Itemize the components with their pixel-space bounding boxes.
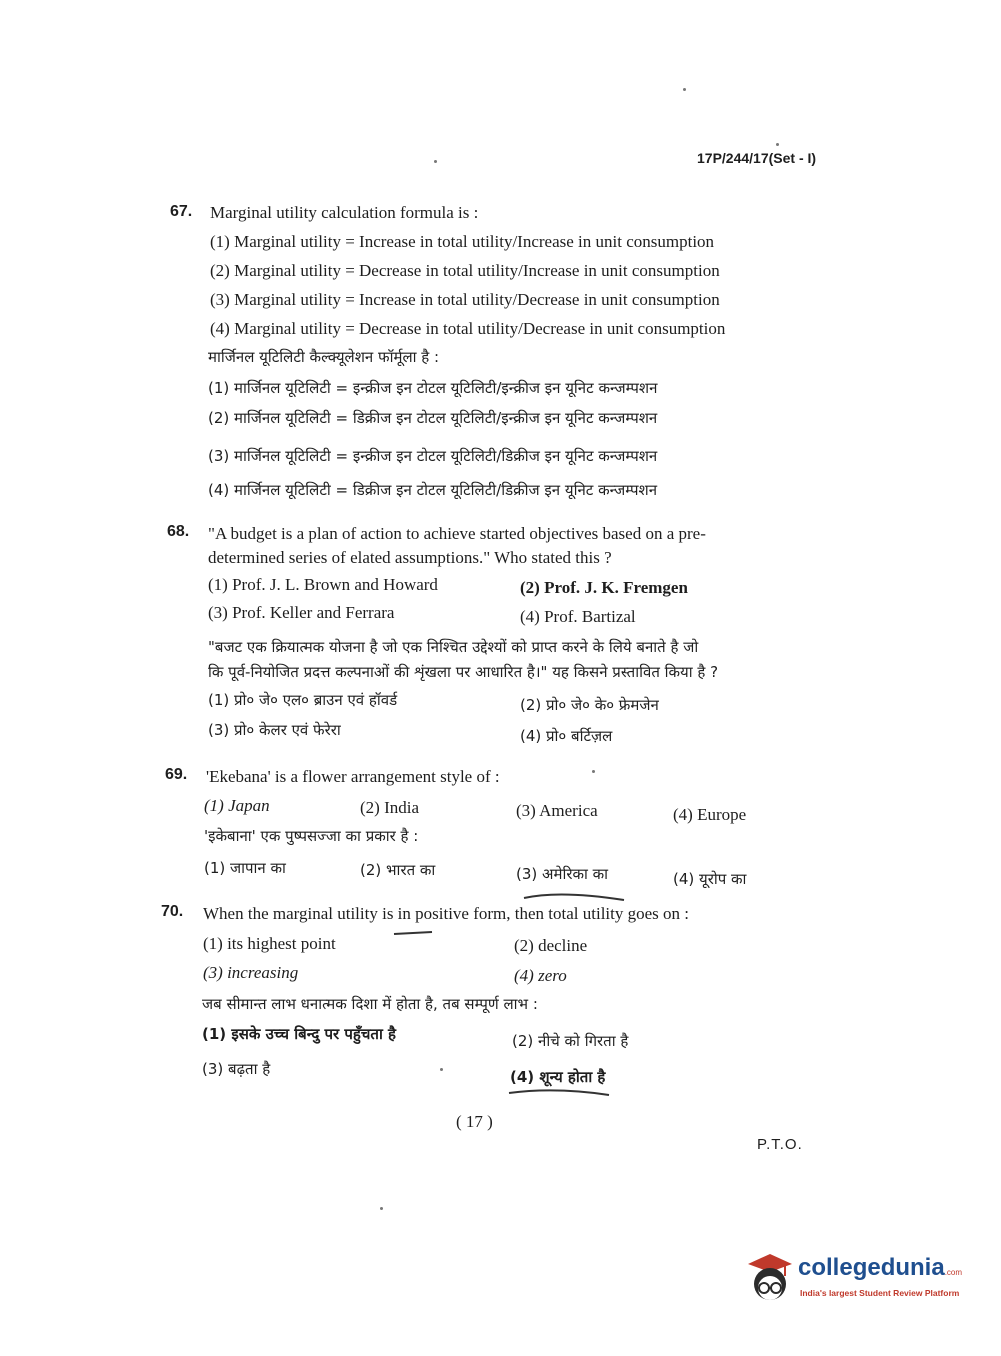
question-text: When the marginal utility is in positive form, then total utility goes on :	[203, 904, 690, 923]
question-number: 67.	[170, 203, 193, 220]
option-4: (4) Marginal utility = Decrease in total utility/Decrease in unit consumption	[210, 319, 726, 338]
hindi-question-text-line-1: "बजट एक क्रियात्मक योजना है जो एक निश्चित उद्देश्यों को प्राप्त करने के लिये बनाते है जो	[208, 638, 699, 656]
question-number: 70.	[161, 903, 184, 920]
option-2: (2) Marginal utility = Decrease in total utility/Increase in unit consumption	[210, 261, 720, 280]
scan-speck	[434, 160, 437, 163]
question-text-line-2: determined series of elated assumptions." Who stated this ?	[208, 548, 612, 567]
logo-wordmark: collegedunia.com	[798, 1254, 963, 1281]
option-1: (1) Marginal utility = Increase in total utility/Increase in unit consumption	[210, 232, 715, 251]
hindi-option-2: (2) प्रो० जे० के० फ्रेमजेन	[520, 696, 659, 714]
scan-speck	[592, 770, 595, 773]
student-mascot-icon	[742, 1250, 798, 1306]
hindi-option-3: (3) प्रो० केलर एवं फेरेरा	[208, 721, 341, 739]
hindi-option-4: (4) प्रो० बर्टिज़ल	[520, 727, 613, 745]
hindi-option-3: (3) अमेरिका का	[516, 865, 609, 883]
option-3: (3) Prof. Keller and Ferrara	[208, 603, 395, 622]
option-4: (4) zero	[514, 966, 567, 985]
hindi-question-text-line-2: कि पूर्व-नियोजित प्रदत्त कल्पनाओं की शृंखला पर आधारित है।" यह किसने प्रस्तावित किया है ?	[208, 663, 719, 681]
option-1: (1) Prof. J. L. Brown and Howard	[208, 575, 438, 594]
pen-mark	[520, 888, 630, 904]
hindi-option-4: (4) शून्य होता है	[510, 1068, 606, 1086]
option-1: (1) its highest point	[203, 934, 336, 953]
hindi-option-2: (2) नीचे को गिरता है	[512, 1032, 629, 1050]
question-number: 69.	[165, 766, 188, 783]
pen-mark	[392, 928, 438, 938]
option-4: (4) Prof. Bartizal	[520, 607, 636, 626]
option-2: (2) India	[360, 798, 420, 817]
option-1: (1) Japan	[204, 796, 270, 815]
option-3: (3) Marginal utility = Increase in total utility/Decrease in unit consumption	[210, 290, 720, 309]
scan-speck	[440, 1068, 443, 1071]
collegedunia-logo	[742, 1250, 972, 1310]
question-text: 'Ekebana' is a flower arrangement style of :	[206, 767, 500, 786]
question-number: 68.	[167, 523, 190, 540]
hindi-option-2: (2) मार्जिनल यूटिलिटी = डिक्रीज इन टोटल यूटिलिटी/इन्क्रीज इन यूनिट कन्जम्पशन	[208, 409, 658, 427]
option-3: (3) America	[516, 801, 598, 820]
hindi-option-1: (1) मार्जिनल यूटिलिटी = इन्क्रीज इन टोटल यूटिलिटी/इन्क्रीज इन यूनिट कन्जम्पशन	[208, 379, 658, 397]
page-number: ( 17 )	[456, 1112, 493, 1131]
hindi-option-1: (1) प्रो० जे० एल० ब्राउन एवं हॉवर्ड	[208, 691, 398, 709]
option-2: (2) Prof. J. K. Fremgen	[520, 578, 688, 597]
hindi-option-3: (3) मार्जिनल यूटिलिटी = इन्क्रीज इन टोटल यूटिलिटी/डिक्रीज इन यूनिट कन्जम्पशन	[208, 447, 658, 465]
option-2: (2) decline	[514, 936, 588, 955]
hindi-question-text: जब सीमान्त लाभ धनात्मक दिशा में होता है, तब सम्पूर्ण लाभ :	[202, 995, 538, 1013]
pen-mark	[505, 1085, 615, 1099]
hindi-option-4: (4) मार्जिनल यूटिलिटी = डिक्रीज इन टोटल यूटिलिटी/डिक्रीज इन यूनिट कन्जम्पशन	[208, 481, 658, 499]
hindi-option-1: (1) जापान का	[204, 859, 286, 877]
option-4: (4) Europe	[673, 805, 747, 824]
question-text: Marginal utility calculation formula is :	[210, 203, 479, 222]
pto-label: P.T.O.	[757, 1136, 803, 1153]
logo-tagline: India's largest Student Review Platform	[800, 1288, 960, 1298]
scan-speck	[380, 1207, 383, 1210]
scan-speck	[683, 88, 686, 91]
hindi-option-1: (1) इसके उच्च बिन्दु पर पहुँचता है	[202, 1025, 397, 1043]
hindi-option-4: (4) यूरोप का	[673, 870, 747, 888]
hindi-question-text: 'इकेबाना' एक पुष्पसज्जा का प्रकार है :	[204, 827, 419, 845]
hindi-option-2: (2) भारत का	[360, 861, 436, 879]
hindi-question-text: मार्जिनल यूटिलिटी कैल्क्यूलेशन फॉर्मूला है :	[208, 348, 440, 366]
option-3: (3) increasing	[203, 963, 299, 982]
hindi-option-3: (3) बढ़ता है	[202, 1060, 271, 1078]
paper-code: 17P/244/17(Set - I)	[697, 150, 817, 166]
scan-speck	[776, 143, 779, 146]
question-text-line-1: "A budget is a plan of action to achieve started objectives based on a pre-	[208, 524, 706, 543]
